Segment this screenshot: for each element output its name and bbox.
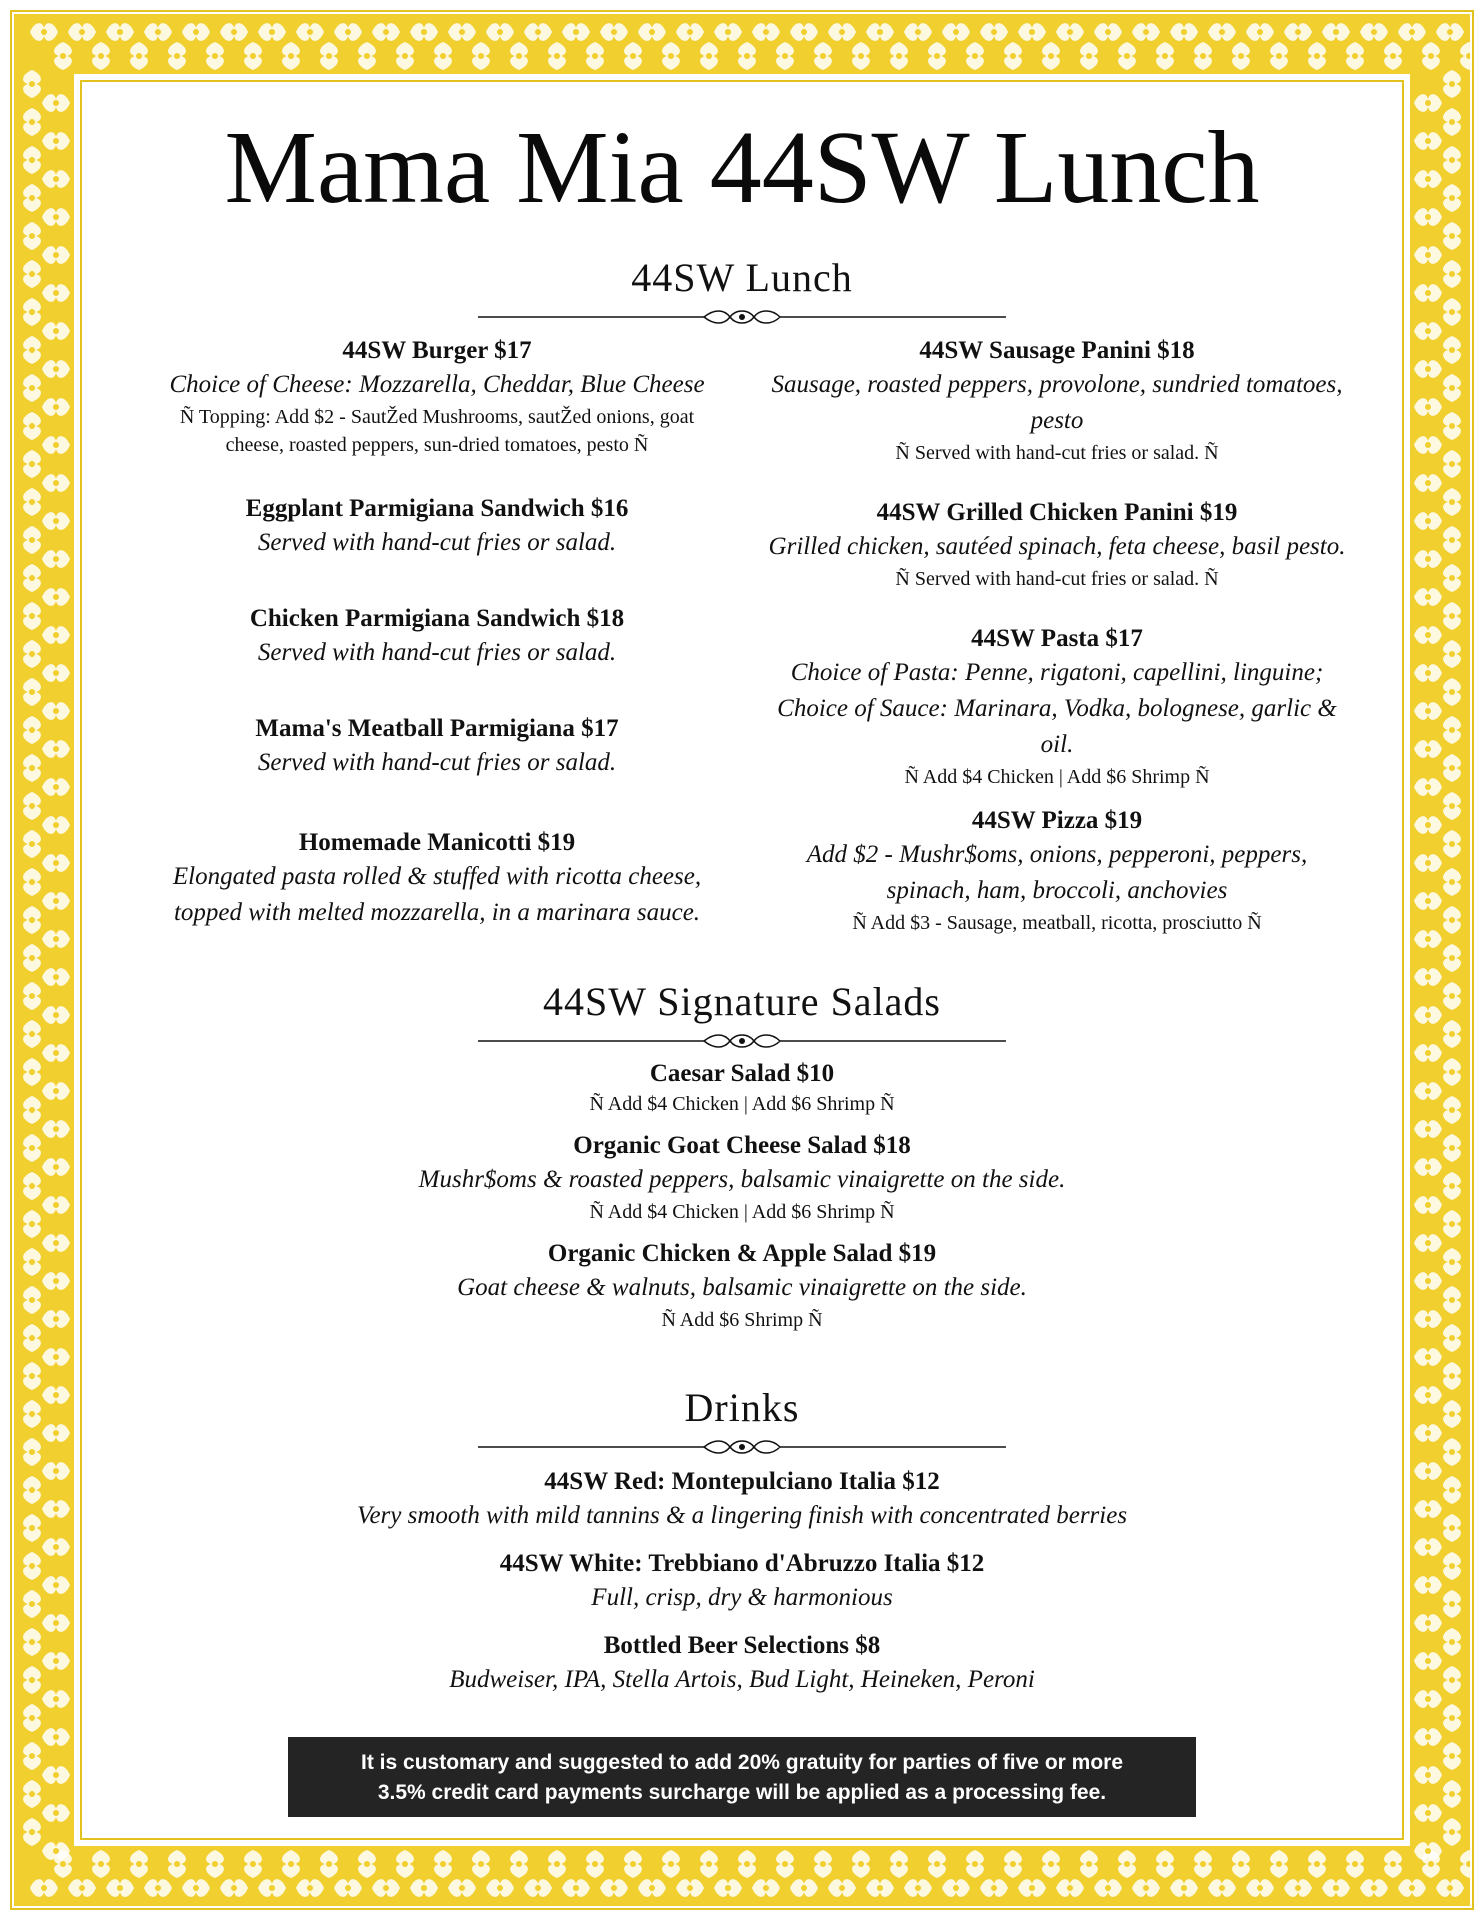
- notice-line-surcharge: 3.5% credit card payments surcharge will be applied as a processing fee.: [377, 1781, 1107, 1804]
- item-description: topped with melted mozzarella, in a marinara sauce.: [173, 899, 701, 926]
- menu-item: [240, 1058, 1244, 1118]
- menu-item: [132, 603, 742, 671]
- item-description: Very smooth with mild tannins & a lingering finish with concentrated berries: [356, 1502, 1128, 1529]
- item-description: pesto: [1030, 407, 1084, 434]
- menu-item: [132, 713, 742, 781]
- section-title-lunch: 44SW Lunch: [631, 255, 853, 300]
- item-name: 44SW Pasta $17: [971, 625, 1143, 652]
- menu-item: [132, 335, 742, 459]
- salads-column: [240, 1058, 1244, 1334]
- item-note: Ñ Add $4 Chicken | Add $6 Shrimp Ñ: [589, 1093, 895, 1115]
- menu-item: [240, 1238, 1244, 1334]
- divider-ornament: [478, 1437, 1006, 1457]
- item-description: Goat cheese & walnuts, balsamic vinaigrette on the side.: [457, 1274, 1027, 1301]
- menu-item: [132, 493, 742, 561]
- item-description: Sausage, roasted peppers, provolone, sundried tomatoes,: [771, 371, 1343, 398]
- section-title-drinks: Drinks: [684, 1385, 800, 1430]
- item-note: Ñ Add $4 Chicken | Add $6 Shrimp Ñ: [904, 766, 1210, 788]
- lunch-right-column: [760, 335, 1354, 937]
- item-description: Served with hand-cut fries or salad.: [257, 749, 617, 776]
- item-name: Chicken Parmigiana Sandwich $18: [249, 605, 625, 632]
- item-name: 44SW White: Trebbiano d'Abruzzo Italia $12: [499, 1550, 985, 1577]
- item-description: Grilled chicken, sautéed spinach, feta cheese, basil pesto.: [768, 533, 1346, 560]
- gratuity-notice: [288, 1737, 1196, 1817]
- item-description: oil.: [1040, 731, 1074, 758]
- item-description: Full, crisp, dry & harmonious: [591, 1584, 893, 1611]
- section-title-salads: 44SW Signature Salads: [542, 979, 941, 1024]
- menu-item: [132, 827, 742, 931]
- item-name: Caesar Salad $10: [649, 1060, 835, 1087]
- item-description: Choice of Pasta: Penne, rigatoni, capellini, linguine;: [790, 659, 1324, 686]
- item-name: 44SW Grilled Chicken Panini $19: [876, 499, 1238, 526]
- menu-item: [760, 335, 1354, 467]
- item-description: Served with hand-cut fries or salad.: [257, 529, 617, 556]
- item-name: 44SW Pizza $19: [971, 807, 1143, 834]
- item-description: Elongated pasta rolled & stuffed with ricotta cheese,: [172, 863, 702, 890]
- item-note: Ñ Add $6 Shrimp Ñ: [661, 1309, 823, 1331]
- item-description: Served with hand-cut fries or salad.: [257, 639, 617, 666]
- divider-ornament: [478, 307, 1006, 327]
- item-description: Budweiser, IPA, Stella Artois, Bud Light, Heineken, Peroni: [449, 1666, 1035, 1693]
- item-name: 44SW Burger $17: [342, 337, 532, 364]
- divider-ornament: [478, 1031, 1006, 1051]
- item-note: Ñ Add $4 Chicken | Add $6 Shrimp Ñ: [589, 1201, 895, 1223]
- item-note: cheese, roasted peppers, sun-dried tomatoes, pesto Ñ: [225, 434, 649, 456]
- menu-item: [240, 1466, 1244, 1534]
- item-name: Organic Goat Cheese Salad $18: [573, 1132, 911, 1159]
- item-description: Add $2 - Mushr$oms, onions, pepperoni, peppers,: [806, 841, 1308, 868]
- menu-item: [760, 623, 1354, 791]
- item-note: Ñ Topping: Add $2 - SautŽed Mushrooms, sautŽed onions, goat: [179, 406, 695, 428]
- menu-item: [760, 805, 1354, 937]
- item-note: Ñ Served with hand-cut fries or salad. Ñ: [895, 442, 1219, 464]
- notice-line-gratuity: It is customary and suggested to add 20% gratuity for parties of five or more: [361, 1751, 1123, 1774]
- item-name: Bottled Beer Selections $8: [603, 1632, 881, 1659]
- menu-title: Mama Mia 44SW Lunch: [224, 110, 1260, 225]
- item-description: Mushr$oms & roasted peppers, balsamic vinaigrette on the side.: [418, 1166, 1066, 1193]
- menu-item: [760, 497, 1354, 593]
- item-note: Ñ Served with hand-cut fries or salad. Ñ: [895, 568, 1219, 590]
- item-description: spinach, ham, broccoli, anchovies: [886, 877, 1228, 904]
- item-name: Mama's Meatball Parmigiana $17: [255, 715, 619, 742]
- menu-item: [240, 1548, 1244, 1616]
- item-name: Organic Chicken & Apple Salad $19: [547, 1240, 937, 1267]
- item-name: 44SW Sausage Panini $18: [919, 337, 1195, 364]
- menu-item: [240, 1130, 1244, 1226]
- item-note: Ñ Add $3 - Sausage, meatball, ricotta, prosciutto Ñ: [852, 912, 1262, 934]
- lunch-left-column: [132, 335, 742, 931]
- item-name: Homemade Manicotti $19: [298, 829, 576, 856]
- item-description: Choice of Sauce: Marinara, Vodka, bolognese, garlic &: [777, 695, 1337, 722]
- drinks-column: [240, 1466, 1244, 1698]
- menu-item: [240, 1630, 1244, 1698]
- item-description: Choice of Cheese: Mozzarella, Cheddar, Blue Cheese: [169, 371, 705, 398]
- item-name: Eggplant Parmigiana Sandwich $16: [245, 495, 629, 522]
- item-name: 44SW Red: Montepulciano Italia $12: [544, 1468, 940, 1495]
